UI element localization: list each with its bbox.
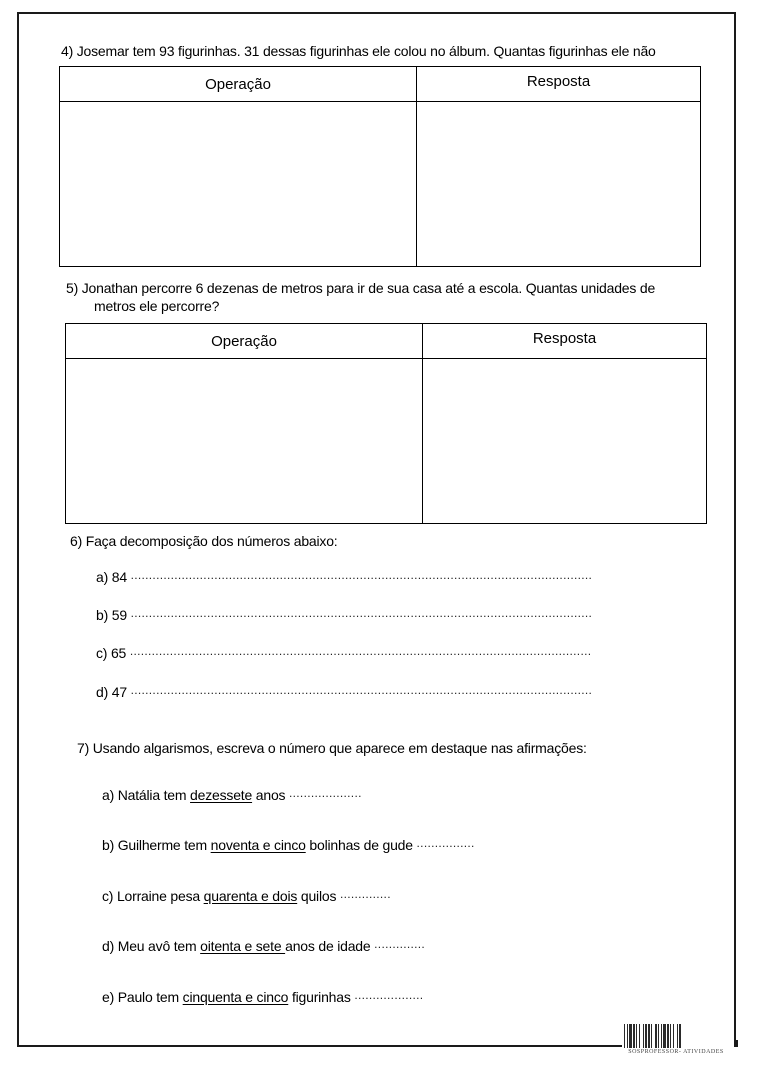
answer-dotted-line[interactable]: ............................................................................................................................... xyxy=(130,683,593,697)
answer-dotted-line[interactable]: .............. xyxy=(374,937,426,951)
question-7-title: 7) Usando algarismos, escreva o número que aparece em destaque nas afirmações: xyxy=(77,740,587,756)
highlighted-number: dezessete xyxy=(190,787,253,803)
question-4-answer-table xyxy=(59,66,701,267)
item-label: d) 47 xyxy=(96,684,127,700)
statement-item-e[interactable] xyxy=(102,988,423,1005)
decomposition-item-c[interactable] xyxy=(96,644,672,661)
barcode-label: SOSPROFESSOR- ATIVIDADES xyxy=(628,1049,724,1055)
answer-header xyxy=(423,324,707,359)
statement-text: figurinhas xyxy=(288,989,355,1005)
answer-dotted-line[interactable]: .............. xyxy=(339,887,391,901)
operation-cell[interactable] xyxy=(66,359,423,524)
frame-bottom-border xyxy=(17,1045,622,1047)
decomposition-item-a[interactable] xyxy=(96,568,681,585)
question-5-answer-table xyxy=(65,323,707,524)
answer-dotted-line[interactable]: ................... xyxy=(354,988,424,1002)
answer-dotted-line[interactable]: ............................................................................................................................... xyxy=(130,568,593,582)
answer-dotted-line[interactable]: .................... xyxy=(289,786,362,800)
question-6-title: 6) Faça decomposição dos números abaixo: xyxy=(70,533,338,549)
question-5-text-line2: metros ele percorre? xyxy=(94,298,220,314)
barcode-icon xyxy=(624,1024,726,1048)
answer-cell[interactable] xyxy=(423,359,707,524)
highlighted-number: oitenta e sete xyxy=(200,938,286,954)
statement-text: d) Meu avô tem xyxy=(102,938,201,954)
statement-text: quilos xyxy=(297,888,340,904)
highlighted-number: noventa e cinco xyxy=(210,837,306,853)
decomposition-item-b[interactable] xyxy=(96,606,677,623)
statement-text: e) Paulo tem xyxy=(102,989,183,1005)
answer-header xyxy=(417,67,701,102)
operation-header xyxy=(60,67,417,102)
item-label: a) 84 xyxy=(96,569,127,585)
decomposition-item-d[interactable] xyxy=(96,683,673,700)
answer-cell[interactable] xyxy=(417,102,701,267)
statement-item-b[interactable] xyxy=(102,836,475,853)
operation-cell[interactable] xyxy=(60,102,417,267)
answer-dotted-line[interactable]: ............................................................................................................................... xyxy=(130,606,593,620)
statement-text: anos de idade xyxy=(285,938,375,954)
statement-text: a) Natália tem xyxy=(102,787,191,803)
item-label: c) 65 xyxy=(96,645,127,661)
answer-header-label: Resposta xyxy=(526,72,591,90)
barcode-stripe xyxy=(681,1024,682,1048)
answer-header-label: Resposta xyxy=(532,329,597,347)
highlighted-number: cinquenta e cinco xyxy=(182,989,289,1005)
statement-text: anos xyxy=(252,787,290,803)
answer-dotted-line[interactable]: ................ xyxy=(416,836,475,850)
operation-header-label: Operação xyxy=(205,75,271,93)
frame-bottom-corner xyxy=(734,1040,738,1047)
statement-item-a[interactable] xyxy=(102,786,362,803)
operation-header-label: Operação xyxy=(211,332,277,350)
statement-item-d[interactable] xyxy=(102,937,425,954)
answer-dotted-line[interactable]: ............................................................................................................................... xyxy=(129,644,592,658)
highlighted-number: quarenta e dois xyxy=(203,888,298,904)
statement-text: bolinhas de gude xyxy=(305,837,417,853)
item-label: b) 59 xyxy=(96,607,127,623)
statement-text: b) Guilherme tem xyxy=(102,837,211,853)
statement-text: c) Lorraine pesa xyxy=(102,888,204,904)
statement-item-c[interactable] xyxy=(102,887,391,904)
operation-header xyxy=(66,324,423,359)
question-4-text: 4) Josemar tem 93 figurinhas. 31 dessas figurinhas ele colou no álbum. Quantas figurinhas ele não xyxy=(61,43,656,59)
question-5-text-line1: 5) Jonathan percorre 6 dezenas de metros para ir de sua casa até a escola. Quantas unidades de xyxy=(66,280,656,296)
